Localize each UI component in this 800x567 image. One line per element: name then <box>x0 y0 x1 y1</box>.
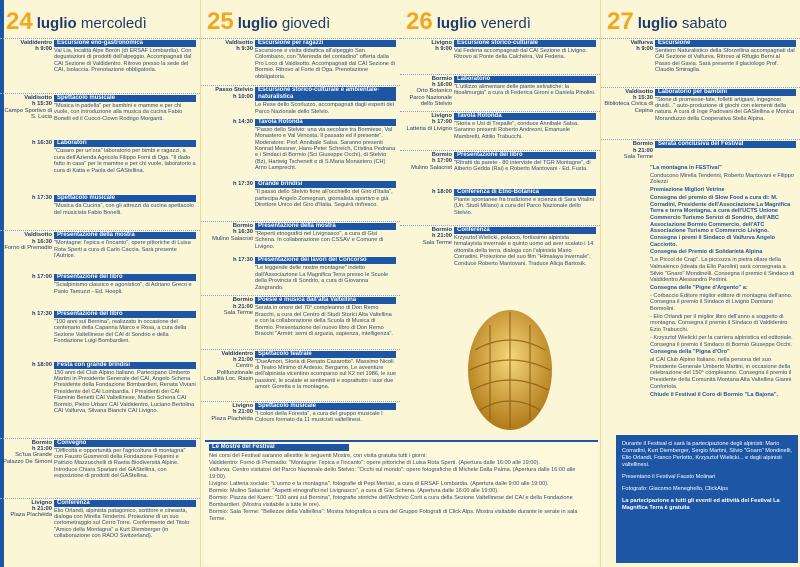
event-body <box>54 500 196 540</box>
event-title: Laboratorio per bambini <box>655 89 796 96</box>
event-location <box>402 76 452 108</box>
divider <box>0 93 200 94</box>
event-time: h 9:00 <box>35 46 52 53</box>
event-description: "Casaro per un'ora" laboratorio per bimbi e ragazzi, a cura dell'Azienda Agricola Filippo Forni di Oga. "Il dado fatto in casa" per le mamme e per chi vuole, laboratorio a cura di Katia e Paola del GAStellina. <box>54 148 196 174</box>
event-title: Spettacolo musicale <box>255 403 396 410</box>
info-photographer: Fotografo: Giacomo Meneghello, ClickAlps <box>622 486 729 492</box>
event <box>201 181 400 223</box>
event-body <box>655 89 796 123</box>
location-detail: Campo Sportivo di S. Lucia <box>4 107 52 121</box>
event-time: h 16:30 <box>233 229 253 236</box>
event-description: "100 anni sul Bernina", realizzato in occasione del centenario della Capanna Marco e Rosa, a cura della Sezione Valtellinese del CAI di Sondrio e della Fondazione Luigi Bombardieri. <box>54 318 187 345</box>
event-time: h 21:00 <box>233 303 253 310</box>
event-time: h 16:00 <box>432 81 452 88</box>
event-body <box>54 40 196 74</box>
event-description: Krzysztof Wielicki, polacco, fortissimo alpinista himalayista invernale e quinto uomo ad aver scalato i 14 ottomila della terra, dialoga con l'alpinista Mario Corradini. Proiezione del suo film "Himalaya invernale". Conduce Roberto Mantovani. Traduce Alicja Bartosik. <box>454 235 594 267</box>
closing-program-line: - Elio Orlandi per il miglior libro dell'anno a soggetto di montagna. Consegna il premio il Sindaco di Valdidentro Ezio Trabucchi. <box>650 313 788 334</box>
closing-program-line: Consegna dei Premio di Solidarietà Alpina <box>650 249 763 256</box>
event-time: h 16:30 <box>32 238 52 245</box>
event-description: "Reperti etnografici nel Livignasco", a cura di Gisi Schena. In collaborazione con CSSAV e Comune di Livigno. <box>255 231 384 250</box>
divider <box>201 295 400 296</box>
location-detail: Biblioteca Civica di Cepina <box>604 101 653 114</box>
divider <box>400 38 600 39</box>
event <box>400 227 600 285</box>
closing-program-line: Consegna delle "Pigne d'Argento" a: <box>650 284 748 291</box>
event-location <box>203 40 253 53</box>
event-title: Presentazione del libro <box>54 311 196 318</box>
event-time: h 16:30 <box>32 140 52 147</box>
divider <box>201 85 400 86</box>
event-time: h 17:00 <box>32 274 52 281</box>
event-description: Elio Orlandi, alpinista patagonico, scrittore e cineasta, dialoga con Mirella Tenderini. Proiezione di un suo cortometraggio sul Cerro Torre. Confermento del Titolo "Amico della Montagna" a Kurt Diemberger (in collaborazione con RADO Switzerland). <box>54 507 190 540</box>
event-description: "Difficoltà e opportunità per l'agricoltura di montagna" con Fausto Gusmeroli della Fondazione Fojanini e Patrizio Mazzucchelli di Raetia Biodiversità Alpine. Introduce Chiara Spariani del GAStellina, con esposizione di prodotti del GAStellina. <box>54 447 186 480</box>
info-box <box>616 435 798 563</box>
event-description: Serata in onore del 70° compleanno di Don Remo Bracchi, a cura del Centro di Studi Storici Alta Valtellina e con la collaborazione della Scuola di Musica di Bormio. Presentazione del nuovo libro di Don Remo Bracchi "Armèt: semi di arguzia, sapienza, intelligenza". <box>255 305 393 337</box>
event-time: h 14:30 <box>233 118 253 125</box>
event-location <box>2 95 52 121</box>
location-detail: Plaza Plachéida <box>211 415 253 422</box>
event-time: h 15:30 <box>32 101 52 108</box>
day-number: 24 <box>6 8 33 35</box>
day-number: 27 <box>607 8 634 35</box>
closing-program-line: Consegna del premio di Slow Food a cura di: M. Corradini, Presidente dell'Associazione La Magnifica Terra e terra Montagna, a cura dell'UCTS Unione Commercio Turismo Servizi di Sondrio, dell'ABC Associazione Bormio Commercio, dell'ATC Associazione Turismo e Commercio Livigno. Consegna i premi il Sindaco di Valfurva Angelo Cacciotto. <box>650 194 791 248</box>
event <box>201 403 400 436</box>
event <box>0 500 200 560</box>
event-title: Escursione per ragazzi <box>255 40 396 47</box>
day-column-24 <box>0 0 200 567</box>
event <box>0 232 200 274</box>
location-name: Bormio <box>632 141 653 148</box>
location-name: Valdisotto <box>625 88 653 95</box>
day-header <box>6 6 196 34</box>
event <box>0 95 200 141</box>
event-location <box>2 195 52 201</box>
event-description: Val Lia, località Alpe Borón (di ERSAF Lombardia). Con degustazioni di prodotti dell'alpeggio. Accompagnati dal CAI Sezione di Valdidentro. Ritrovo presso la sede del CAI, Isolaccia. Prenotazione obbligatoria. <box>54 48 192 74</box>
event-time: h 21:00 <box>633 147 653 154</box>
exhibition-line: Valfurva: Centro visitatori del Parco Nazionale dello Stelvio: "Occhi sul mondo": opere fotografiche di Michele Dalla Palma. (Apertura dalle 16:00 alle 19:00). <box>209 467 576 480</box>
day-number: 25 <box>207 8 234 35</box>
location-name: Livigno <box>431 112 452 119</box>
event-body <box>54 362 196 415</box>
event-time: h 21:00 <box>32 446 52 453</box>
day-header <box>406 6 596 34</box>
exhibition-line: Valdidentro: Forno di Premadio: "Montagne: l'epica e l'incanto": opere pittoriche di Luisa Rota Sperti. (Apertura dalle 16:00 alle 19:00). <box>209 460 540 466</box>
location-detail: Latteria di Livigno <box>406 125 452 132</box>
divider <box>0 498 200 499</box>
exhibitions-title: Le Mostre del Festival <box>209 444 349 451</box>
event-title: Presentazione del libro <box>454 152 596 159</box>
event <box>201 223 400 257</box>
event-time: h 21:00 <box>432 233 452 240</box>
event-title: Laboratorio <box>454 76 596 83</box>
location-detail: Mulino Salacrist <box>411 164 452 171</box>
event <box>400 40 600 76</box>
event-time: h 17:30 <box>233 181 253 188</box>
exhibitions-list <box>205 453 598 523</box>
event-location <box>203 87 253 100</box>
divider <box>400 74 600 75</box>
event-location <box>402 40 452 53</box>
exhibition-line: Bormio: Sala Terme: "Bellezze della Valtellina": Mostra fotografica a cura del Gruppo Fotografi di Click Alps. Mostra visitabile durante le serate in sala Terme. <box>209 509 578 522</box>
location-detail: Sc'tua Grande Palazzo De Simoni <box>3 452 52 465</box>
event-body <box>54 140 196 174</box>
event-location <box>203 181 253 187</box>
divider <box>400 225 600 226</box>
event-location <box>402 227 452 246</box>
location-detail: Orto Botanico Parco Nazionale dello Stelvio <box>409 88 452 108</box>
event-time: h 17:30 <box>233 257 253 264</box>
closing-program-line: "Le Piccol de Crap". La piccozza in pietra ollare della Valmalenco (ideata da Elio Parolini) sarà consegnata a Silvio "Gnaro" Mondinelli. Consegna il premio il Sindaco di Valdidentro Alessandro Pedrini. <box>650 257 795 284</box>
event-body <box>255 40 396 80</box>
event-location <box>203 351 253 383</box>
event <box>201 351 400 403</box>
event-description: 150 anni del Club Alpino Italiano. Partecipano Umberto Martini in Presidente Generale del CAI, Angelo Schena Presidente della Fondazione Bombardieri, Renata Viviani Presidente del CAI Lombardia. I Presidenti dei CAI Flaminio Benetti CAI Valtellinese, Matteo Schena CAI Bormio, Pietro Urbani CAI Valdidentro, Luciano Bertolina CAI Valfurva, Silvana Bianchi CAI Livigno. <box>54 369 196 415</box>
divider <box>400 150 600 151</box>
event-body <box>655 141 796 149</box>
divider <box>601 38 800 39</box>
closing-program-line: - Krzysztof Wielicki per la carriera alpinistica ed editoriale. Consegna il premio il Sindaco di Bormio Giuseppe Occhi. <box>650 334 793 348</box>
event <box>601 89 800 142</box>
exhibitions-box <box>205 440 598 564</box>
location-name: Valdidentro <box>20 40 52 46</box>
event <box>0 140 200 195</box>
event <box>201 87 400 118</box>
event <box>400 152 600 189</box>
event-description: Val Federia accompagnati dal CAI Sezione di Livigno. Ritrovo al Ponte della Calchéira, Val Federia. <box>454 48 587 61</box>
event-location <box>2 232 52 251</box>
info-free-entry: La partecipazione a tutti gli eventi ed attività del Festival La Magnifica Terra è gratuita <box>622 498 780 511</box>
event-title: Escursione <box>655 40 796 47</box>
event-title: Conferenza <box>54 500 196 507</box>
event-time: h 9:30 <box>236 46 253 53</box>
location-name: Bormio <box>232 223 253 230</box>
event-title: Poesie e musica dall'alta Valtellina <box>255 297 396 304</box>
event-body <box>454 40 596 61</box>
event-body <box>255 223 396 250</box>
event <box>0 40 200 95</box>
closing-program-line: Conducono Mirella Tenderini, Roberto Mantovani e Filippo Zolezzi <box>650 172 794 186</box>
event-title: Festa con grande brindisi <box>54 362 196 369</box>
day-header <box>607 6 796 34</box>
location-name: Bormio <box>431 151 452 158</box>
event-title: Conferenza <box>454 227 596 234</box>
event-body <box>54 440 196 480</box>
event-location <box>203 403 253 422</box>
divider <box>0 230 200 231</box>
event-time: h 17:30 <box>32 195 52 202</box>
event-time: h 9:00 <box>636 46 653 53</box>
event-time: h 10:00 <box>233 93 253 100</box>
event-title: Presentazione del libro <box>54 274 196 281</box>
event <box>201 40 400 87</box>
event-time: h 17:00 <box>432 158 452 165</box>
closing-evening-program <box>650 165 796 399</box>
divider <box>0 438 200 439</box>
location-detail: Sala Terme <box>623 154 653 161</box>
event-location <box>2 40 52 53</box>
location-name: Valdisotto <box>225 40 253 46</box>
closing-program-line: Premiazione Migliori Vetrine <box>650 187 725 194</box>
day-header <box>207 6 396 34</box>
location-detail: Mulino Salacrist <box>212 235 253 242</box>
event-location <box>2 140 52 146</box>
event <box>201 119 400 181</box>
event-time: h 17:30 <box>32 310 52 317</box>
event <box>0 440 200 500</box>
event-title: Convegno <box>54 440 196 447</box>
event-description: "I colori della Foresta", a cura del gruppo musicale I Colours formato da 11 musicisti valtellinesi. <box>255 410 383 424</box>
closing-program-line: - Corbaccio Editore miglior editore di montagna dell'anno. Consegna il premio il Sindaco di Livigno Damiano Bormolini. <box>650 292 793 313</box>
event-time: h 9:00 <box>435 46 452 53</box>
event-description: Le Rese dello Scorluzzo, accompagnati dagli esperti del Parco Nazionale dello Stelvio. <box>255 102 394 115</box>
divider <box>400 111 600 112</box>
event <box>0 311 200 362</box>
event-title: Conferenza di Etno-Botanica <box>454 189 596 196</box>
event <box>201 297 400 350</box>
event-location <box>2 362 52 368</box>
event-body <box>454 113 596 140</box>
event-body <box>655 40 796 74</box>
divider <box>201 349 400 350</box>
exhibition-line: Nei corsi del Festival saranno allestite le seguenti Mostre, con visita gratuita tutti i giorni: <box>209 453 427 459</box>
event-description: "Storie di promesse-fate, folletti artigiani, ingegnosi druidi..." auto-produzione di giochi con elementi della natura. A cura di Inge Padovani del GAStellina e Monica Moranduzzo della Cooperativa Stella Alpina. <box>655 96 794 122</box>
exhibition-line: Livigno: Latteria sociale: "L'uomo e la montagna", fotografie di Pepi Merisio, a cura di ERSAF Lombardia. (Apertura dalle 9:00 alle 19:00). <box>209 481 549 487</box>
event-body <box>454 152 596 173</box>
location-detail: Sala Terme <box>422 239 452 246</box>
location-detail: Centro Polifunzionale Località Loc. Rasin <box>204 363 253 383</box>
divider <box>601 139 800 140</box>
event-location <box>2 440 52 466</box>
location-name: Bormio <box>31 439 52 446</box>
event-body <box>454 76 596 97</box>
exhibition-line: Bormio: Piazza del Kuerc: "100 anni sul Bernina", fotografie storiche dell'Archivio Corti a cura della Sezione Valtellinese del CAI e della Fondazione Bombardieri. (Mostra visitabile a tutte le ore). <box>209 495 573 508</box>
event-title: Escursione storico-culturale e ambientale-naturalistica <box>255 87 396 101</box>
location-name: Bormio <box>431 227 452 234</box>
event <box>0 362 200 440</box>
golden-pinecone-image <box>440 290 580 440</box>
event-description: "Montagne: l'epica e l'incanto", opere pittoriche di Luisa Rota Sperti a cura di Carlo Caccia. Sarà presente l'Autrice. <box>54 240 191 260</box>
event-description: "Le leggende delle nostre montagne" indetto dall'Associazione La Magnifica Terra presso le Scuole della Provincia di Sondrio, a cura di Giovanna Zangrando. <box>255 265 389 291</box>
day-name: luglio giovedì <box>237 15 331 32</box>
event-title: Spettacolo teatrale <box>255 351 396 358</box>
event <box>0 274 200 311</box>
event <box>601 141 800 165</box>
event-body <box>454 189 596 216</box>
event <box>0 195 200 232</box>
divider <box>601 87 800 88</box>
event-description: Escursione e visita didattica all'alpeggio San Colombano, con "Merenda del contadino" offerta dalla Pro Loco di Valdisotto. Accompagnati dal CAI Sezione di Bormio. Ritrovo al Forte di Oga. Prenotazione obbligatoria. <box>255 48 395 80</box>
event <box>400 76 600 113</box>
divider <box>0 38 200 39</box>
event-body <box>54 311 196 345</box>
event-description: Sentiero Naturalistico della Sforzellina accompagnati dal CAI Sezione di Valfurva. Ritrovo al Rifugio Berni al Passo del Gavia. Sarà presente il glaciologo Prof. Claudio Smiraglia. <box>655 48 795 74</box>
day-number: 26 <box>406 8 433 35</box>
event-title: Escursione storico-culturale <box>454 40 596 47</box>
event-location <box>402 113 452 132</box>
event-body <box>54 274 196 295</box>
event-location <box>402 189 452 195</box>
event-location <box>203 297 253 316</box>
event-description: "Ritratti da parete - 80 interviste del TGR Montagne", di Alberto Gedda (Rai) e Roberto Mantovani - Ed. Fusta. <box>454 159 591 173</box>
event-time: h 17:00 <box>432 119 452 126</box>
event-title: Presentazione della mostra <box>255 223 396 230</box>
day-name: luglio mercoledì <box>36 15 147 32</box>
event-title: Presentazione della mostra <box>54 232 196 239</box>
info-presenter: Presentano il Festival Fausto Molinari <box>622 474 716 480</box>
event-title: Spettacolo musicale <box>54 95 196 102</box>
event-description: "Il passo dello Stelvio fiore all'occhiello del Giro d'Italia", partecipa Angelo Zomegnan, giornalista sportivo e già Direttore Unico del Giro d'Italia. Seguirà rinfresco. <box>255 189 393 208</box>
event-location <box>603 40 653 53</box>
event-description: "Storia e Usi di Trepalle", conduce Annibale Salsa. Saranno presenti Roberto Andreoni, Emanuele Mambretti, Attilio Trabucchi. <box>454 120 579 140</box>
event-description: "Passo dello Stelvio: una via secolare tra Bormiese, Val Monastero e Val Venosta. Il passato ed il presente". Moderatore: Prof. Annibale Salsa. Saranno presenti Konrad Messner, Hans-Peter Schreich, Cristina Pedrana e i Sindaci di Bormio (Sci Giuseppe Occhi), di Stelvio (Bz), Hartwig Tschenett e di S.Maria Monastero (CH) Arno Lamprecht. <box>255 126 396 172</box>
event-description: "Musica da Cucina", con gli attrezzi da cucina spettacolo del musicista Fabio Bonelli. <box>54 203 194 216</box>
event-body <box>54 232 196 259</box>
location-name: Passo Stelvio <box>215 87 253 94</box>
location-name: Livigno <box>431 40 452 46</box>
location-name: Valdisotto <box>24 94 52 101</box>
event-description: "Musica in padella" per bambini e mamme e per chi vuole, con introduzione alla musica da cucina Fabio Bonelli ed il Cuoco-Clown Rodrigo Morganti. <box>54 102 183 122</box>
event-title: Serata conclusiva del Festival <box>655 141 796 148</box>
location-name: Livigno <box>31 499 52 506</box>
event-location <box>203 119 253 125</box>
event-title: Grande brindisi <box>255 181 396 188</box>
event-location <box>402 152 452 171</box>
event-location <box>603 141 653 160</box>
event-time: h 21:00 <box>233 357 253 364</box>
event-time: h 21:00 <box>32 506 52 512</box>
location-detail: Sala Terme <box>223 310 253 317</box>
event <box>601 40 800 89</box>
location-name: Bormio <box>431 75 452 82</box>
closing-program-line: al CAI Club Alpino Italiano, nella persona del suo Presidente Generale Umberto Martini, in occasione della celebrazione del 150° compleanno. Consegna il premio il Presidente della Comunità Montana Alta Valtellina Gianni Confortola. <box>650 356 792 390</box>
event-location <box>2 500 52 519</box>
event-description: "Scialpinismo classico e agonistico", di Adriano Greco e Paolo Tamuzzi - Ed. Hoepli. <box>54 282 192 295</box>
location-name: Valdisotto <box>24 232 52 239</box>
event-body <box>255 87 396 115</box>
event-time: h 18:00 <box>432 188 452 195</box>
divider <box>201 221 400 222</box>
event-time: h 15:30 <box>633 94 653 101</box>
day-name: luglio venerdì <box>436 15 531 32</box>
event-title: Escursione eno-gastronomica <box>54 40 196 47</box>
event-location <box>203 257 253 263</box>
event-body <box>255 297 396 337</box>
event-body <box>255 119 396 172</box>
event-body <box>255 403 396 424</box>
event-title: Presentazione dei lavori del Concorso <box>255 257 396 264</box>
divider <box>201 401 400 402</box>
exhibition-line: Bormio: Mulino Salacrist: "Aspetti etnografici nel Livignasco", a cura di Gisi Schena. (Apertura dalle 16:00 alle 19:00). <box>209 488 499 494</box>
closing-program-line: "La montagna in FESTival" <box>650 165 722 171</box>
event-body <box>255 351 396 391</box>
event-title: Laboratori <box>54 140 196 147</box>
event-location <box>2 311 52 317</box>
event <box>400 113 600 152</box>
location-name: Valdidentro <box>221 350 253 357</box>
event <box>201 257 400 297</box>
event-time: h 21:00 <box>233 409 253 416</box>
event-body <box>54 195 196 216</box>
event-location <box>2 274 52 280</box>
info-participants: Durante il Festival ci sarà la partecipazione degli alpinisti: Mario Corradini, Kurt Diemberger, Sergio Martini, Silvio "Gnaro" Mondinelli, Elio Orlandi, Franco Perlotto, Krzysztof Wielicki... e degli alpinisti valtellinesi. <box>622 441 792 468</box>
day-name: luglio sabato <box>637 15 727 32</box>
event-location <box>603 89 653 115</box>
event-body <box>54 95 196 122</box>
location-detail: Forno di Premadio <box>4 245 52 252</box>
event-title: Tavola Rotonda <box>454 113 596 120</box>
event-description: Piante spontanee fra tradizione e scienza di Sara Vitalini (Un. Studi Milano) a cura del Parco Nazionale dello Stelvio. <box>454 196 594 216</box>
event-description: "L'utilizzo alimentare delle piante selvatiche: la fitoalimurgia" a cura di Federica Gironi e Daniela Pinolini. <box>454 83 596 96</box>
event-time: h 18:00 <box>32 361 52 368</box>
event-body <box>255 181 396 208</box>
location-name: Valfurva <box>630 40 653 46</box>
location-name: Livigno <box>232 402 253 409</box>
event <box>400 189 600 227</box>
event-body <box>454 227 596 267</box>
event-description: "DueAmori, Storia di Renato Casarotto". Massimo Nicoli di Teatro Minimo di Ardesio, Bergamo. Le avventure dell'alpinista vicentino scomparso sul K2 nel 1986, le sue passioni, le scalate ei sentimenti e soprattutto i suoi due amori: Goretta e la montagna. <box>255 358 396 391</box>
event-location <box>203 223 253 242</box>
event-title: Spettacolo musicale <box>54 195 196 202</box>
event-title: Tavola Rotonda <box>255 119 396 126</box>
closing-program-line: Chiude il Festival il Coro di Bormio "La Bajona". <box>650 391 779 398</box>
divider <box>201 38 400 39</box>
location-name: Bormio <box>232 297 253 304</box>
closing-program-line: Consegna della "Pigna d'Oro" <box>650 349 730 356</box>
event-body <box>255 257 396 291</box>
location-detail: Plaza Plachéida <box>10 512 52 519</box>
